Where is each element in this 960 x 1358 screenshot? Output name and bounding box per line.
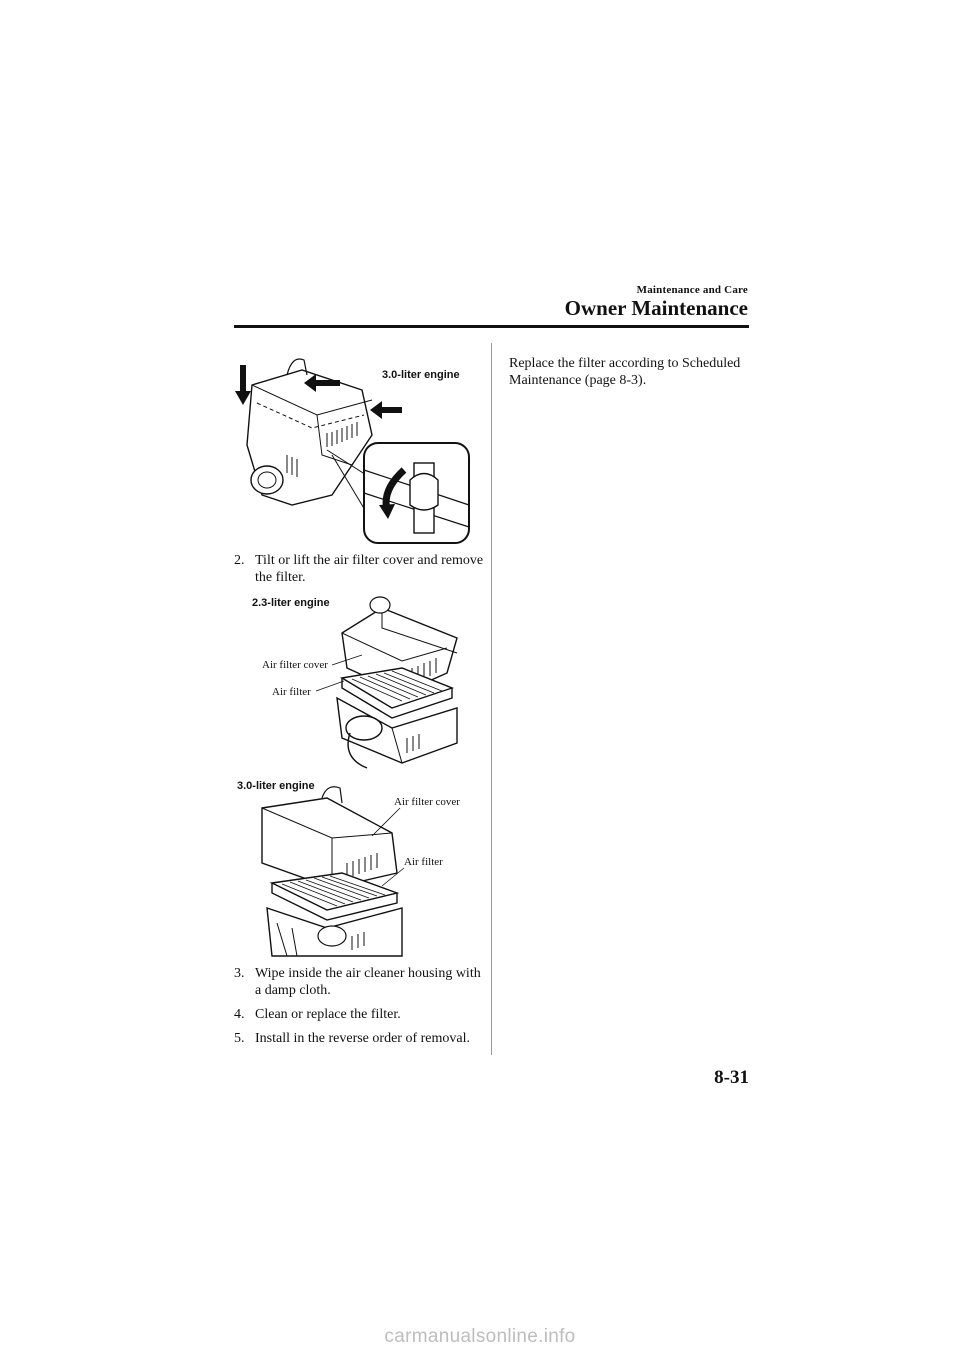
step-text: Tilt or lift the air filter cover and remove the filter. xyxy=(255,553,484,585)
step-item xyxy=(234,965,484,999)
step-number: 4. xyxy=(234,1007,245,1022)
header-rule xyxy=(234,325,749,328)
figure-label: 2.3-liter engine xyxy=(252,597,330,609)
callout-air-filter-cover: Air filter cover xyxy=(394,796,460,808)
section-title: Owner Maintenance xyxy=(564,296,748,320)
step-number: 5. xyxy=(234,1031,245,1046)
column-divider xyxy=(491,343,492,1055)
air-cleaner-clip-illustration xyxy=(232,355,482,545)
step-item xyxy=(234,1006,484,1023)
step-text: Wipe inside the air cleaner housing with a damp cloth. xyxy=(255,966,481,998)
step-item xyxy=(234,1030,484,1047)
figure-label: 3.0-liter engine xyxy=(382,369,460,381)
figure-2-3-liter xyxy=(232,593,482,773)
callout-air-filter: Air filter xyxy=(404,856,443,868)
step-text: Clean or replace the filter. xyxy=(255,1007,401,1022)
step-item xyxy=(234,552,484,586)
figure-label: 3.0-liter engine xyxy=(237,780,315,792)
callout-air-filter-cover: Air filter cover xyxy=(262,659,328,671)
step-number: 2. xyxy=(234,553,245,568)
watermark: carmanualsonline.info xyxy=(384,1326,576,1347)
figure-3-0-liter xyxy=(232,778,482,960)
step-number: 3. xyxy=(234,966,245,981)
step-text: Install in the reverse order of removal. xyxy=(255,1031,470,1046)
section-subtitle: Maintenance and Care xyxy=(636,284,748,296)
air-cleaner-2-3-illustration xyxy=(232,593,482,773)
page-number: 8-31 xyxy=(714,1067,749,1088)
replacement-note: Replace the filter according to Scheduled Maintenance (page 8-3). xyxy=(509,356,741,388)
figure-clip-release xyxy=(232,355,482,545)
callout-air-filter: Air filter xyxy=(272,686,311,698)
